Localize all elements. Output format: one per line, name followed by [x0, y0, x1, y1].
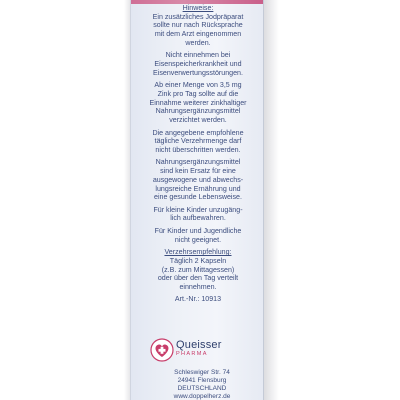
package-right-shadow	[263, 0, 279, 400]
address-city: 24941 Flensburg	[177, 377, 227, 384]
notes-paragraph-not-suitable: Für Kinder und Jugendliche nicht geeignet.	[154, 226, 242, 244]
address-website: www.doppelherz.de	[173, 393, 231, 400]
brand-subline: PHARMA	[176, 351, 208, 357]
notes-paragraph-children-storage: Für kleine Kinder unzugäng- lich aufbewahren.	[153, 205, 243, 223]
notes-paragraph-zinc: Ab einer Menge von 3,5 mg Zink pro Tag sollte auf die Einnahme weiterer zinkhaltiger Nahrungsergänzungsmittel verzichtet werden.	[149, 81, 247, 125]
notes-paragraph-iron: Nicht einnehmen bei Eisenspeicherkrankheit und Eisenverwertungsstörungen.	[153, 51, 243, 77]
dosage-text: Täglich 2 Kapseln (z.B. zum Mittagessen) oder über den Tag verteilt einnehmen.	[157, 256, 239, 291]
brand-name: Queisser	[176, 339, 222, 351]
label-text-block	[134, 4, 262, 304]
address-street: Schleswiger Str. 74	[174, 369, 230, 376]
notes-heading: Hinweise:	[182, 4, 214, 12]
manufacturer-address	[130, 369, 264, 400]
address-country: DEUTSCHLAND	[177, 385, 227, 392]
notes-paragraph-dosage-limit: Die angegebene empfohlene tägliche Verzehrmenge darf nicht überschritten werden.	[152, 128, 244, 154]
article-number: Art.-Nr.: 10913	[174, 295, 222, 304]
dosage-heading: Verzehrsempfehlung:	[164, 248, 232, 257]
brand-logo	[150, 338, 260, 362]
notes-paragraph-iodine: Ein zusätzliches Jodpräparat sollte nur nach Rücksprache mit dem Arzt eingenommen werden.	[152, 12, 244, 47]
notes-paragraph-supplement: Nahrungsergänzungsmittel sind kein Ersatz für eine ausgewogene und abwechs- lungsreiche Ernährung und eine gesunde Lebensweise.	[152, 158, 244, 202]
queisser-heart-cross-icon	[150, 338, 174, 362]
